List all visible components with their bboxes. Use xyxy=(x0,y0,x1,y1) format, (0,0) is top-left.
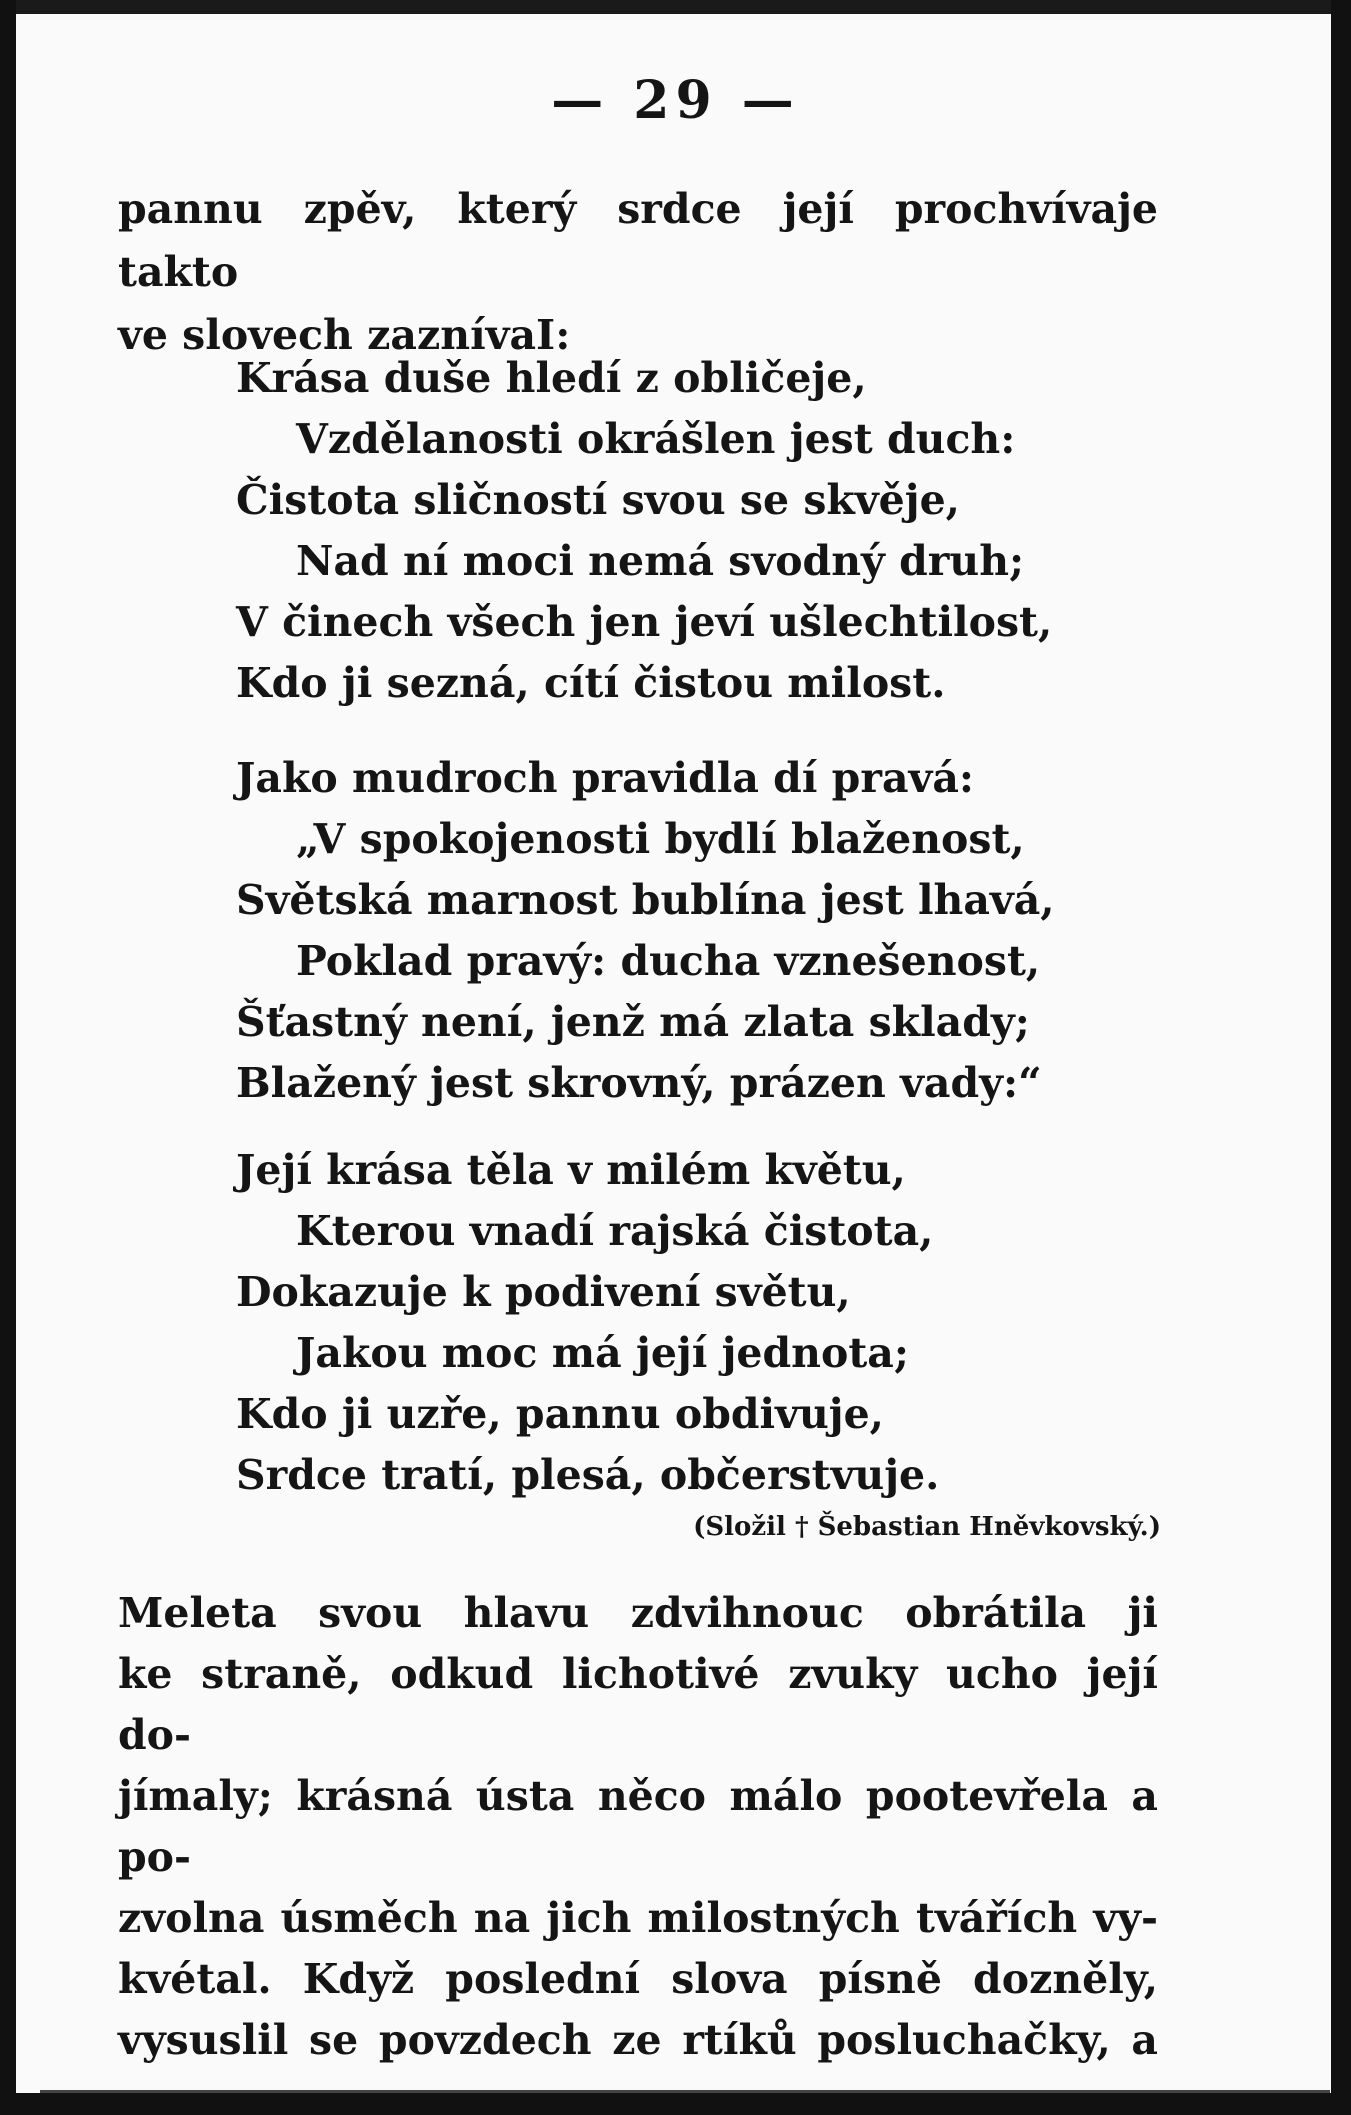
poem-stanza-3 xyxy=(236,1140,1136,1506)
verse-line: V činech všech jen jeví ušlechtilost, xyxy=(236,598,1053,646)
verse-line: Jako mudroch pravidla dí pravá: xyxy=(236,754,975,802)
verse-line: „V spokojenosti bydlí blaženost, xyxy=(296,815,1025,863)
verse-line: Poklad pravý: ducha vznešenost, xyxy=(296,937,1041,985)
poem-stanza-1 xyxy=(236,348,1136,714)
scan-border-left xyxy=(0,0,16,2115)
verse-line: Srdce tratí, plesá, občerstvuje. xyxy=(236,1451,940,1499)
intro-paragraph xyxy=(118,178,1158,367)
prose-line: kvétal. Když poslední slova písně dozněly, xyxy=(118,1955,1158,2003)
verse-line: Kterou vnadí rajská čistota, xyxy=(296,1207,934,1255)
poem-stanza-2 xyxy=(236,748,1136,1114)
page-number: — 29 — xyxy=(551,70,800,131)
verse-line: Vzdělanosti okrášlen jest duch: xyxy=(296,415,1016,463)
closing-paragraph xyxy=(118,1583,1158,2071)
prose-line: vysuslil se povzdech ze rtíků posluchačky, a xyxy=(118,2016,1158,2064)
verse-line: Krása duše hledí z obličeje, xyxy=(236,354,867,402)
prose-line: ke straně, odkud lichotivé zvuky ucho její do- xyxy=(118,1650,1158,1759)
prose-line: pannu zpěv, který srdce její prochvívaje takto xyxy=(118,185,1158,296)
prose-line: ve slovech zaznívaI: xyxy=(118,311,571,359)
bottom-rule xyxy=(40,2090,1330,2093)
verse-line: Dokazuje k podivení světu, xyxy=(236,1268,851,1316)
prose-line: Meleta svou hlavu zdvihnouc obrátila ji xyxy=(118,1589,1158,1637)
verse-line: Kdo ji uzře, pannu obdivuje, xyxy=(236,1390,884,1438)
verse-line: Světská marnost bublína jest lhavá, xyxy=(236,876,1055,924)
prose-line: zvolna úsměch na jich milostných tvářích vy- xyxy=(118,1894,1158,1942)
scan-border-bottom xyxy=(0,2093,1351,2115)
scan-border-top xyxy=(0,0,1351,14)
poem-attribution: (Složil † Šebastian Hněvkovský.) xyxy=(693,1512,1161,1542)
verse-line: Její krása těla v milém květu, xyxy=(236,1146,906,1194)
scan-border-right xyxy=(1331,0,1351,2115)
prose-line: jímaly; krásná ústa něco málo pootevřela a po- xyxy=(118,1772,1158,1881)
verse-line: Šťastný není, jenž má zlata sklady; xyxy=(236,998,1030,1046)
verse-line: Jakou moc má její jednota; xyxy=(296,1329,909,1377)
verse-line: Nad ní moci nemá svodný druh; xyxy=(296,537,1025,585)
verse-line: Čistota sličností svou se skvěje, xyxy=(236,476,960,524)
verse-line: Blažený jest skrovný, prázen vady:“ xyxy=(236,1059,1042,1107)
verse-line: Kdo ji sezná, cítí čistou milost. xyxy=(236,659,946,707)
